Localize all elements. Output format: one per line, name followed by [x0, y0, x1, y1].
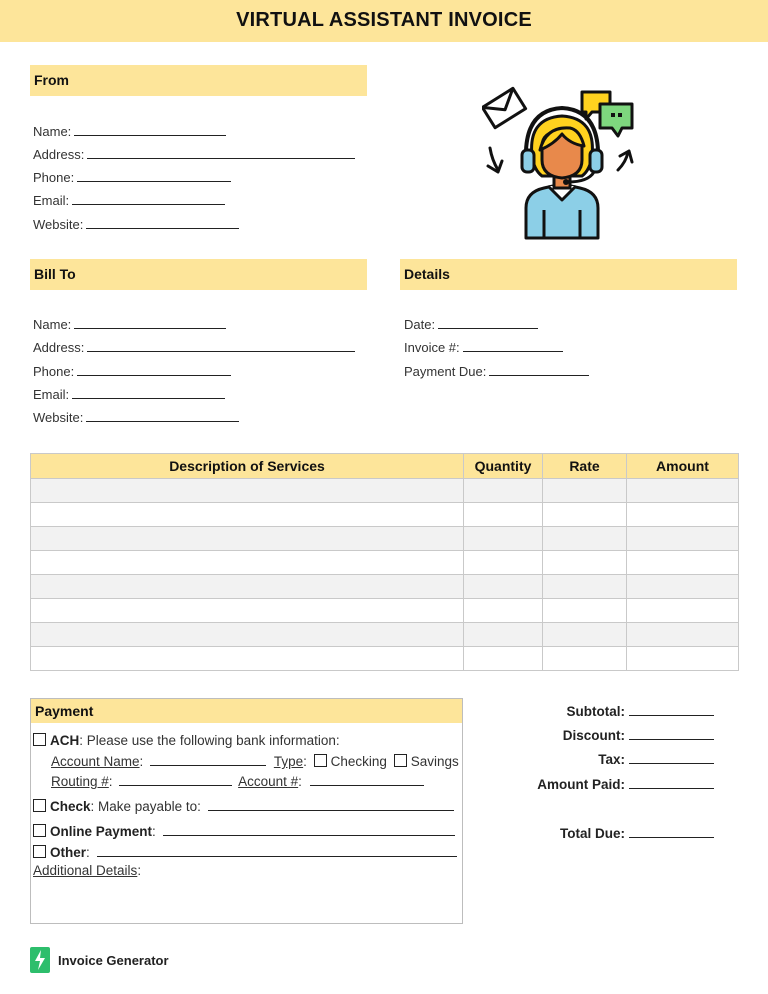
table-row [31, 551, 739, 575]
invoice-title: VIRTUAL ASSISTANT INVOICE [0, 0, 768, 42]
column-header-rate: Rate [543, 454, 627, 479]
check-payable-input[interactable] [208, 797, 454, 811]
table-cell[interactable] [543, 623, 627, 647]
bill-to-email-field[interactable]: Email: [33, 385, 225, 403]
from-email-field[interactable]: Email: [33, 191, 225, 209]
payment-heading: Payment [31, 699, 462, 723]
online-payment-option[interactable]: Online Payment: [33, 822, 455, 840]
table-cell[interactable] [464, 599, 543, 623]
bill-to-heading: Bill To [30, 259, 367, 290]
total-due-input[interactable] [629, 824, 714, 838]
table-cell[interactable] [31, 623, 464, 647]
other-checkbox[interactable] [33, 845, 46, 858]
table-cell[interactable] [627, 551, 739, 575]
table-row [31, 575, 739, 599]
ach-account-line: Account Name: Type: Checking Savings [51, 754, 459, 769]
table-row [31, 527, 739, 551]
from-phone-field[interactable]: Phone: [33, 168, 231, 186]
table-cell[interactable] [464, 575, 543, 599]
table-cell[interactable] [464, 551, 543, 575]
table-cell[interactable] [627, 527, 739, 551]
table-cell[interactable] [627, 623, 739, 647]
additional-details-input[interactable] [33, 882, 459, 920]
bill-to-address-field[interactable]: Address: [33, 338, 355, 356]
table-cell[interactable] [627, 503, 739, 527]
bill-to-phone-field[interactable]: Phone: [33, 362, 231, 380]
table-cell[interactable] [464, 623, 543, 647]
table-cell[interactable] [31, 599, 464, 623]
tax-row: Tax: [598, 750, 714, 768]
ach-option[interactable]: ACH: Please use the following bank information: [33, 732, 340, 750]
table-cell[interactable] [31, 551, 464, 575]
column-header-amount: Amount [627, 454, 739, 479]
table-cell[interactable] [464, 527, 543, 551]
tax-input[interactable] [629, 750, 714, 764]
check-checkbox[interactable] [33, 799, 46, 812]
table-cell[interactable] [543, 575, 627, 599]
services-table [30, 453, 739, 671]
table-row [31, 599, 739, 623]
table-cell[interactable] [31, 575, 464, 599]
table-cell[interactable] [627, 479, 739, 503]
bill-to-name-field[interactable]: Name: [33, 315, 226, 333]
lightning-bolt-icon [30, 947, 50, 973]
table-cell[interactable] [543, 503, 627, 527]
table-cell[interactable] [627, 575, 739, 599]
details-payment-due-field[interactable]: Payment Due: [404, 362, 589, 380]
table-cell[interactable] [31, 503, 464, 527]
details-date-field[interactable]: Date: [404, 315, 538, 333]
check-option[interactable]: Check: Make payable to: [33, 797, 454, 815]
from-website-field[interactable]: Website: [33, 215, 239, 233]
from-heading: From [30, 65, 367, 96]
table-cell[interactable] [31, 527, 464, 551]
details-invoice-number-field[interactable]: Invoice #: [404, 338, 563, 356]
table-cell[interactable] [543, 479, 627, 503]
bill-to-website-field[interactable]: Website: [33, 408, 239, 426]
table-cell[interactable] [464, 479, 543, 503]
additional-details-label: Additional Details: [33, 863, 142, 878]
table-row [31, 647, 739, 671]
table-cell[interactable] [464, 503, 543, 527]
table-cell[interactable] [31, 647, 464, 671]
other-payment-input[interactable] [97, 843, 457, 857]
savings-checkbox[interactable] [394, 754, 407, 767]
ach-routing-line: Routing #: Account #: [51, 772, 424, 790]
table-cell[interactable] [627, 599, 739, 623]
checking-checkbox[interactable] [314, 754, 327, 767]
amount-paid-input[interactable] [629, 775, 714, 789]
discount-input[interactable] [629, 726, 714, 740]
table-cell[interactable] [543, 599, 627, 623]
account-number-input[interactable] [310, 772, 424, 786]
from-name-field[interactable]: Name: [33, 122, 226, 140]
ach-checkbox[interactable] [33, 733, 46, 746]
table-cell[interactable] [31, 479, 464, 503]
subtotal-input[interactable] [629, 702, 714, 716]
table-row [31, 623, 739, 647]
table-cell[interactable] [627, 647, 739, 671]
amount-paid-row: Amount Paid: [537, 775, 714, 793]
table-cell[interactable] [543, 527, 627, 551]
subtotal-row: Subtotal: [567, 702, 715, 720]
discount-row: Discount: [563, 726, 714, 744]
table-cell[interactable] [464, 647, 543, 671]
brand-name: Invoice Generator [58, 952, 169, 968]
virtual-assistant-headset-icon [482, 86, 642, 242]
table-row [31, 479, 739, 503]
table-row [31, 503, 739, 527]
online-payment-input[interactable] [163, 822, 455, 836]
table-cell[interactable] [543, 551, 627, 575]
routing-number-input[interactable] [119, 772, 232, 786]
online-payment-checkbox[interactable] [33, 824, 46, 837]
details-heading: Details [400, 259, 737, 290]
account-name-input[interactable] [150, 752, 266, 766]
total-due-row: Total Due: [560, 824, 714, 842]
column-header-quantity: Quantity [464, 454, 543, 479]
column-header-description: Description of Services [31, 454, 464, 479]
brand-footer [30, 946, 169, 974]
other-option[interactable]: Other: [33, 843, 457, 861]
from-address-field[interactable]: Address: [33, 145, 355, 163]
table-cell[interactable] [543, 647, 627, 671]
